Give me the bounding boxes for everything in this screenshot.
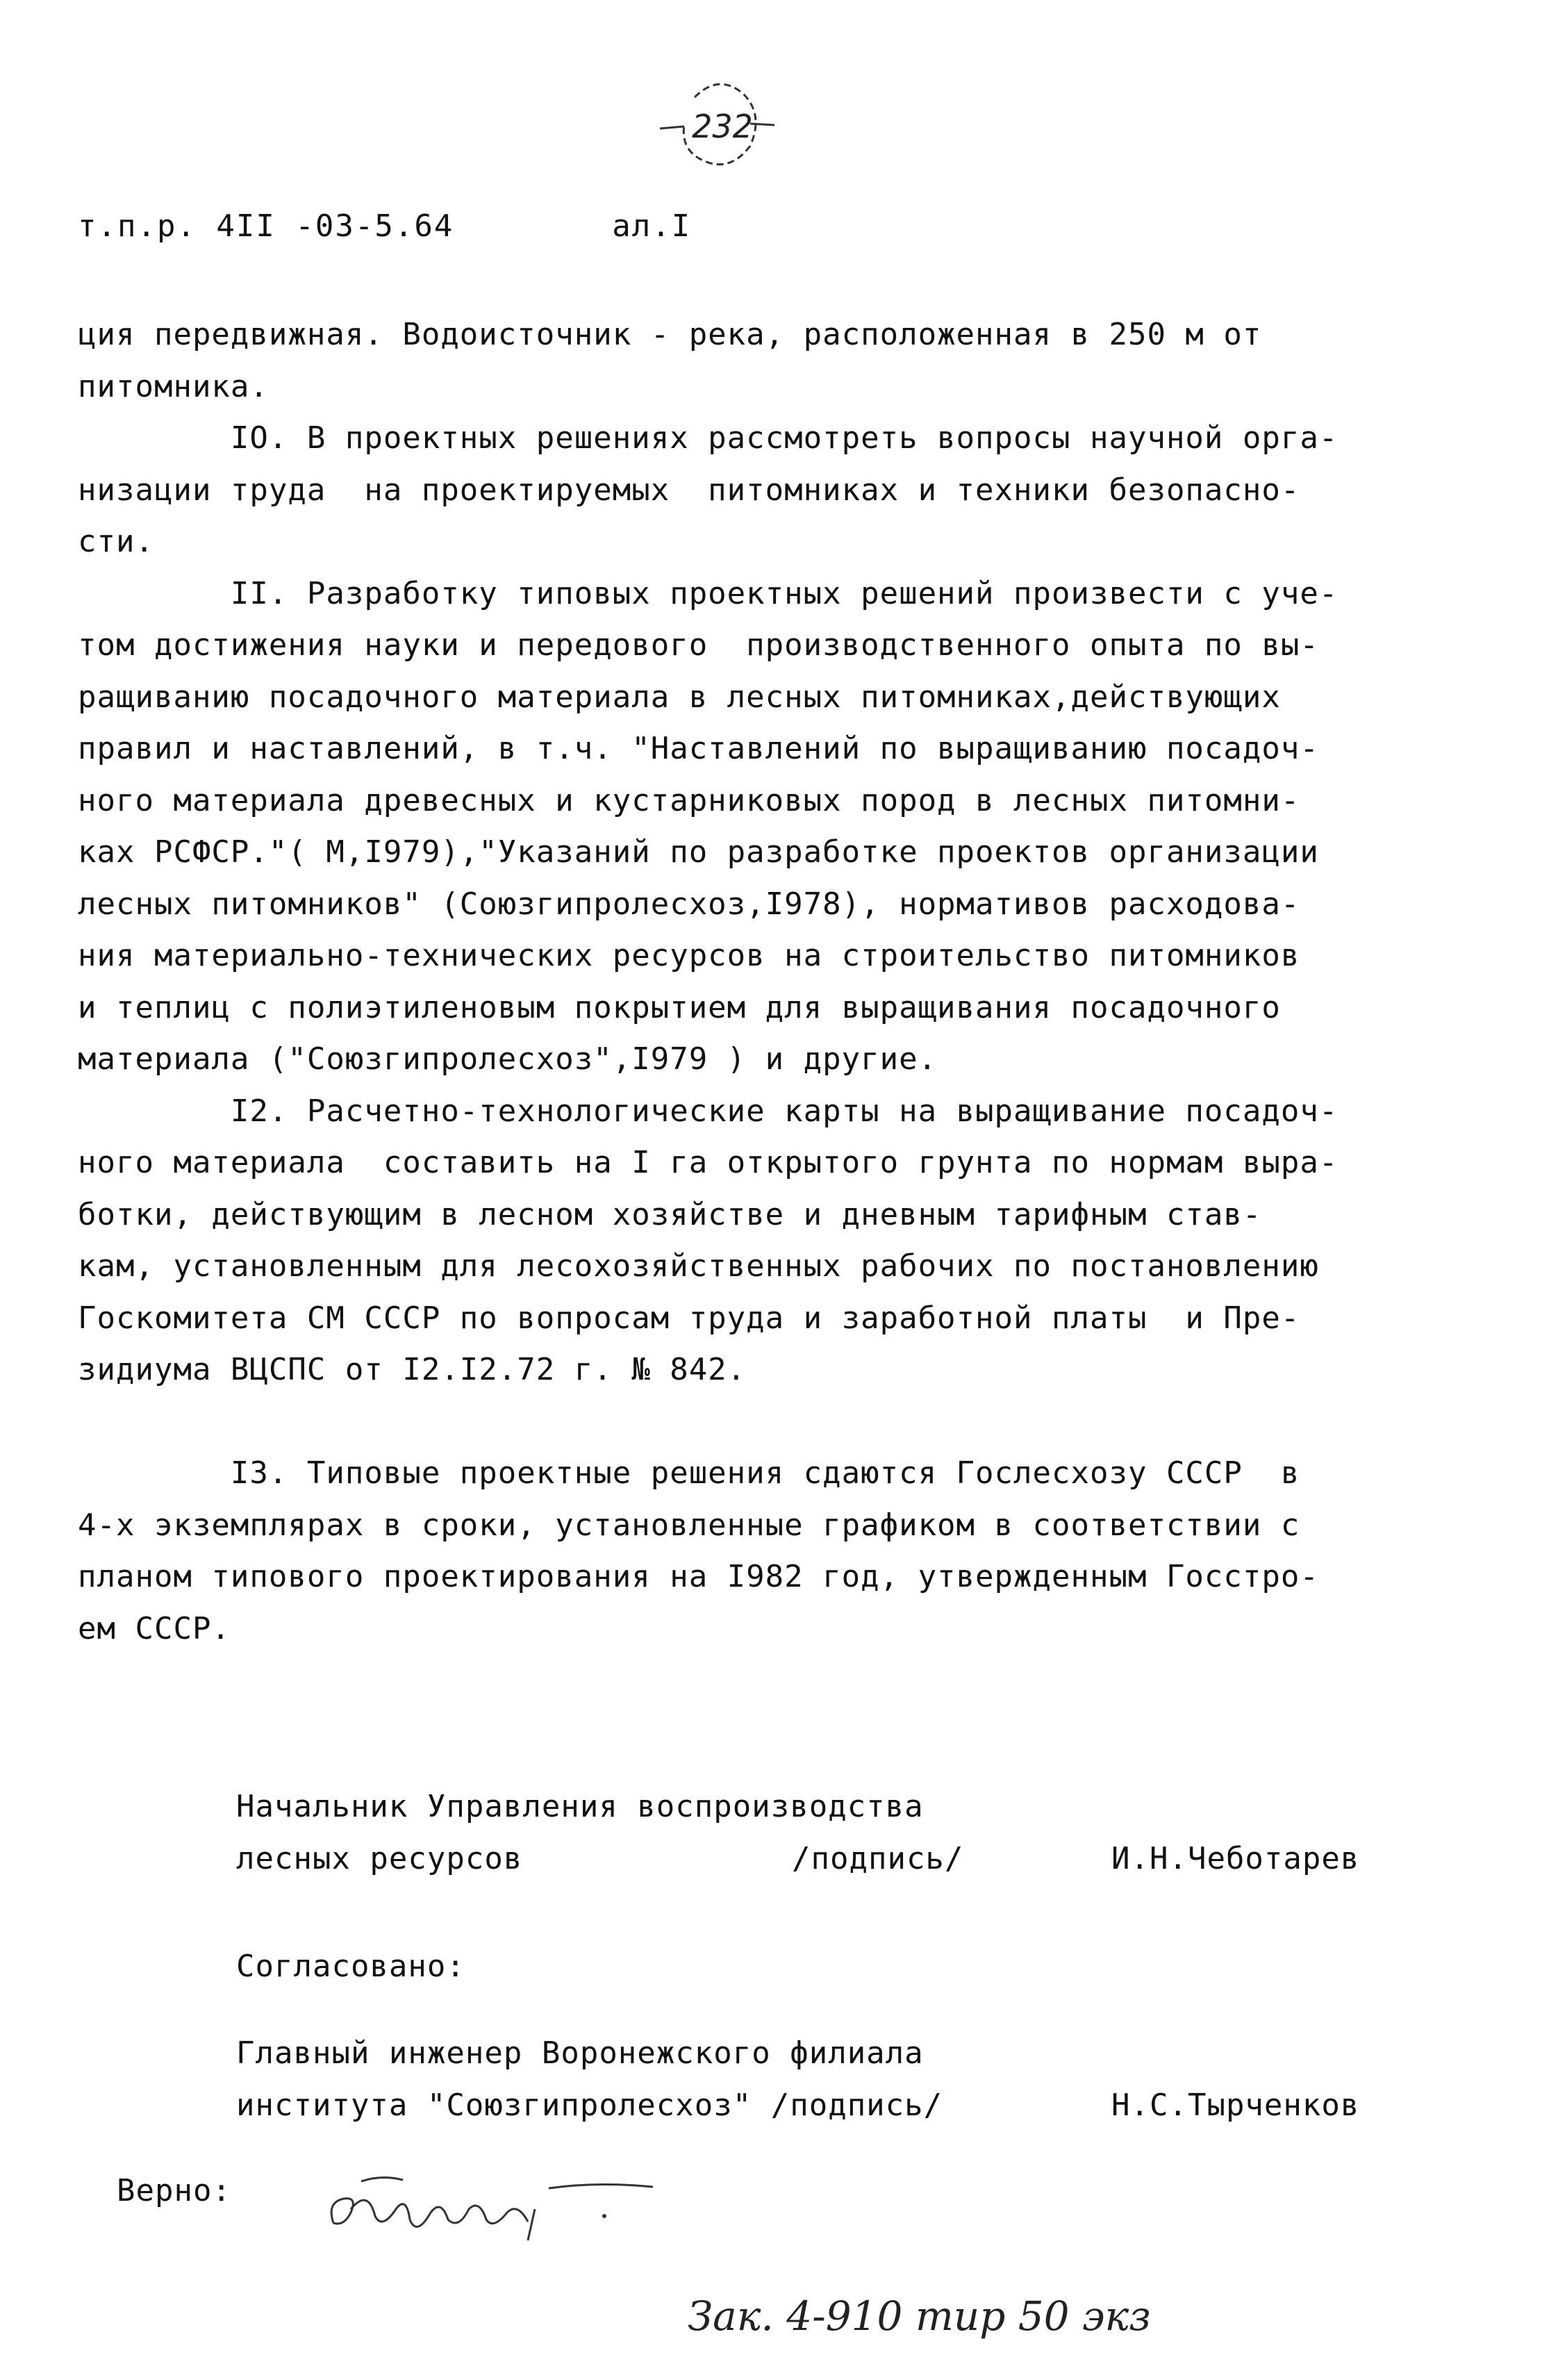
text-line: Госкомитета СМ СССР по вопросам труда и заработной платы и Пре- [78,1300,1300,1336]
text-line: правил и наставлений, в т.ч. "Наставлений по выращиванию посадоч- [78,731,1319,766]
engineer-title-line1: Главный инженер Воронежского филиала [236,2035,924,2071]
text-line: 4-х экземплярах в сроки, установленные графиком в соответствии с [78,1507,1300,1543]
text-line: ращиванию посадочного материала в лесных питомниках,действующих [78,679,1281,715]
text-line: сти. [78,524,154,559]
engineer-title-line2: института "Союзгипролесхоз" /подпись/ [236,2088,943,2123]
text-line: I2. Расчетно-технологические карты на выращивание посадоч- [78,1093,1339,1129]
text-line: том достижения науки и передового производственного опыта по вы- [78,627,1319,663]
head-signature-placeholder: /подпись/ [792,1841,964,1876]
text-line: ного материала древесных и кустарниковых пород в лесных питомни- [78,782,1300,818]
album-number: ал.I [612,208,692,244]
page-number-stamp [653,69,785,188]
agreed-label: Согласовано: [236,1949,465,1984]
text-line: II. Разработку типовых проектных решений произвести с уче- [78,575,1339,611]
text-line: питомника. [78,368,269,404]
text-line: ция передвижная. Водоисточник - река, расположенная в 250 м от [78,317,1262,352]
order-note: Зак. 4-910 тир 50 экз [688,2292,1151,2340]
text-line: ботки, действующим в лесном хозяйстве и дневным тарифным став- [78,1196,1262,1232]
text-line: ем СССР. [78,1610,231,1646]
head-title-line1: Начальник Управления воспроизводства [236,1789,924,1824]
text-line: IO. В проектных решениях рассмотреть вопросы научной орга- [78,420,1339,456]
head-title-line2: лесных ресурсов [236,1841,523,1876]
handwritten-signature-icon [320,2160,681,2258]
text-line: ного материала составить на I га открытого грунта по нормам выра- [78,1145,1339,1180]
text-line: I3. Типовые проектные решения сдаются Гослесхозу СССР в [78,1455,1300,1491]
verified-label: Верно: [117,2173,231,2208]
project-code: т.п.р. 4II -03-5.64 [78,208,454,244]
text-line: планом типового проектирования на I982 год, утвержденным Госстро- [78,1559,1319,1594]
body-text [78,309,1481,1655]
engineer-name: Н.С.Тырченков [1111,2088,1360,2123]
text-line: материала ("Союзгипролесхоз",I979 ) и другие. [78,1041,938,1077]
text-line: ния материально-технических ресурсов на строительство питомников [78,938,1300,973]
text-line [78,1396,1481,1448]
head-name: И.Н.Чеботарев [1111,1841,1360,1876]
text-line: кам, установленным для лесохозяйственных рабочих по постановлению [78,1248,1319,1284]
page-number: 232 [692,108,753,145]
text-line: зидиума ВЦСПС от I2.I2.72 г. № 842. [78,1352,747,1387]
document-header [78,208,691,244]
text-line: и теплиц с полиэтиленовым покрытием для выращивания посадочного [78,989,1281,1025]
text-line: низации труда на проектируемых питомниках и техники безопасно- [78,472,1300,508]
text-line: лесных питомников" (Союзгипролесхоз,I978), нормативов расходова- [78,886,1300,922]
text-line: ках РСФСР."( М,I979),"Указаний по разработке проектов организации [78,834,1319,870]
